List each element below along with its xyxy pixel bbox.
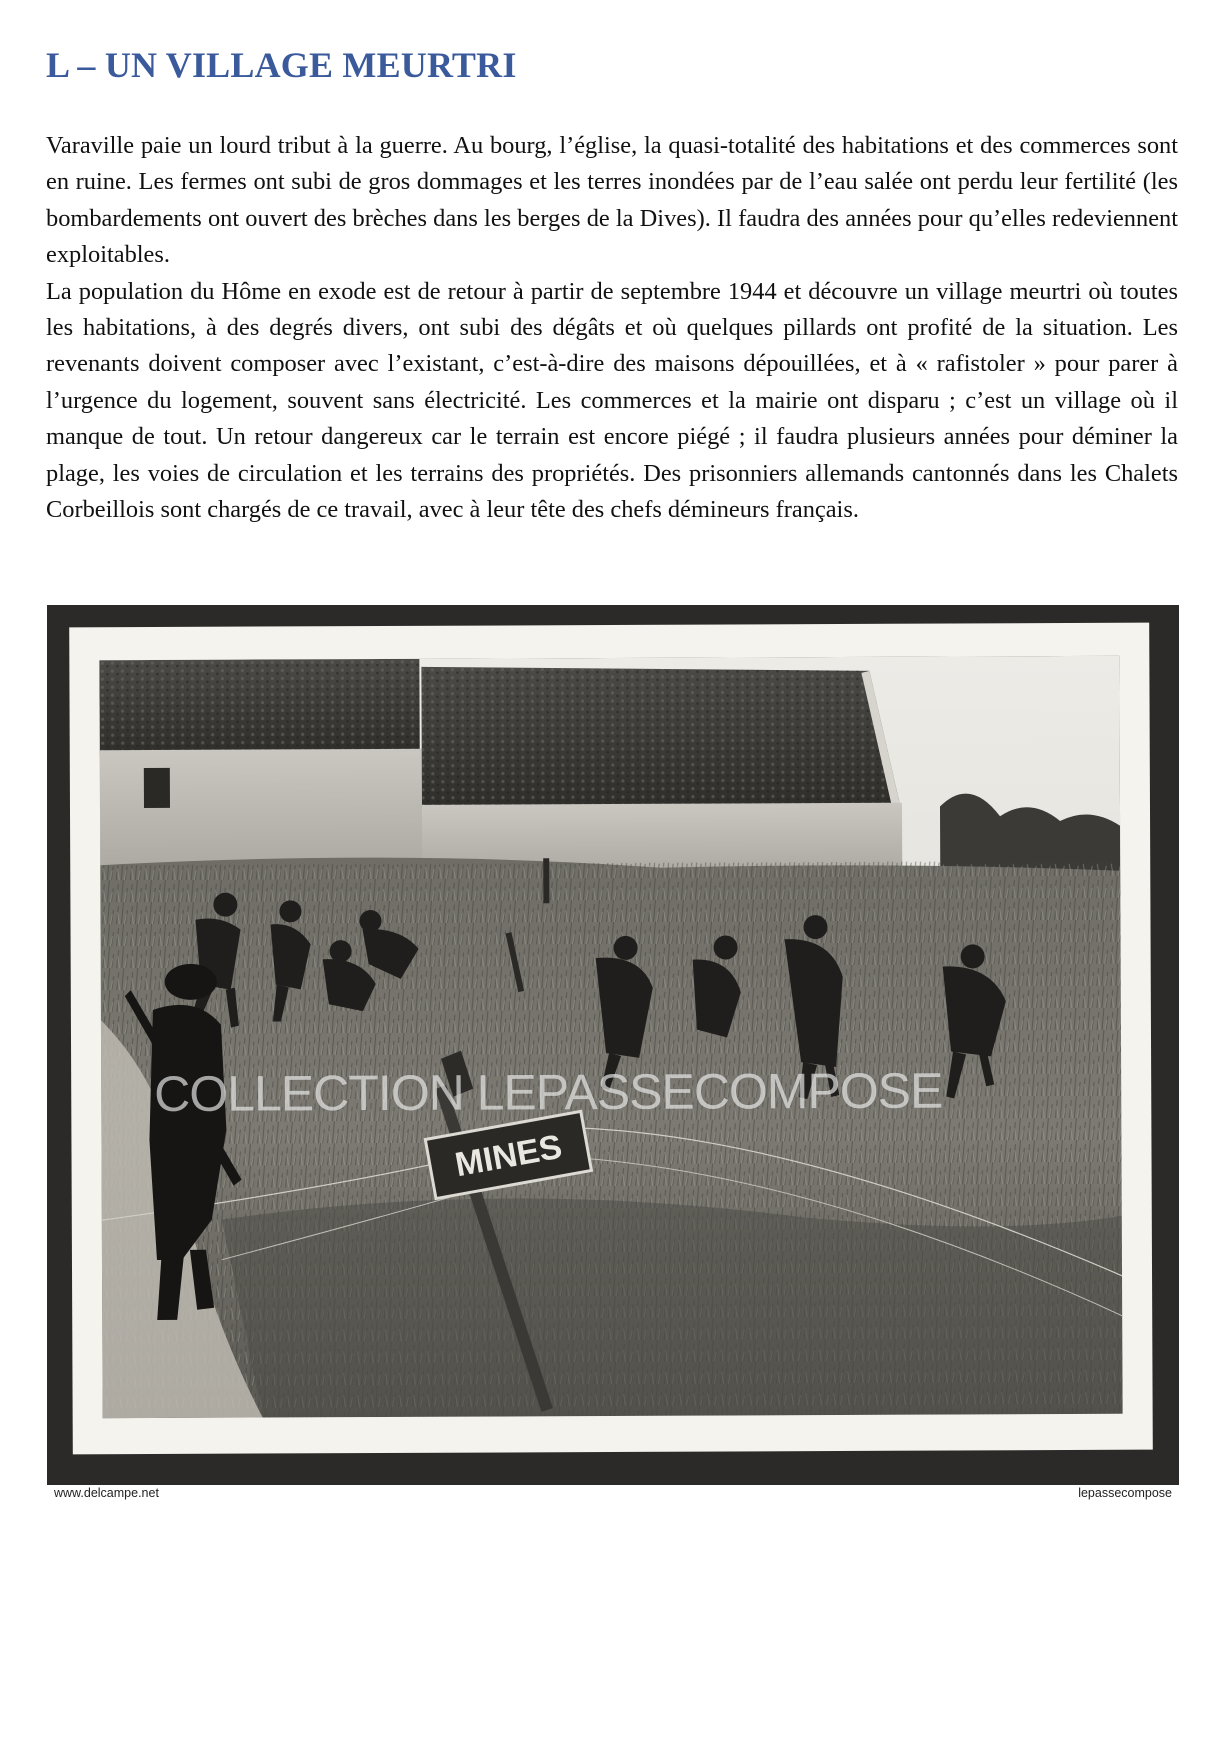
demining-scene-image [99,656,1122,1418]
photo-source-right: lepassecompose [1078,1486,1172,1500]
page-title: L – UN VILLAGE MEURTRI [46,45,517,85]
body-text [46,128,1178,528]
photo-print [69,623,1153,1455]
photo-illustration [99,656,1122,1418]
paragraph-2: La population du Hôme en exode est de retour à partir de septembre 1944 et découvre un village meurtri où toutes les habitations, à des degrés divers, ont subi des dégâts et où quelques pillards ont profité de la situation. Les revenants doivent composer avec l’existant, c’est-à-dire des maisons dépouillées, et à « rafistoler » pour parer à l’urgence du logement, souvent sans électricité. Les commerces et la mairie ont disparu ; c’est un village où il manque de tout. Un retour dangereux car le terrain est encore piégé ; il faudra plusieurs années pour déminer la plage, les voies de circulation et les terrains des propriétés. Des prisonniers allemands cantonnés dans les Chalets Corbeillois sont chargés de ce travail, avec à leur tête des chefs démineurs français. [46,277,1178,524]
historical-photo [47,605,1179,1485]
photo-watermark: COLLECTION LEPASSECOMPOSE [154,1062,943,1122]
mines-sign-text: MINES [452,1127,565,1185]
photo-source-left: www.delcampe.net [54,1486,159,1500]
paragraph-1: Varaville paie un lourd tribut à la guerre. Au bourg, l’église, la quasi-totalité des habitations et des commerces sont en ruine. Les fermes ont subi de gros dommages et les terres inondées par de l’eau salée ont perdu leur fertilité (les bombardements ont ouvert des brèches dans les berges de la Dives). Il faudra des années pour qu’elles redeviennent exploitables. [46,132,1178,269]
